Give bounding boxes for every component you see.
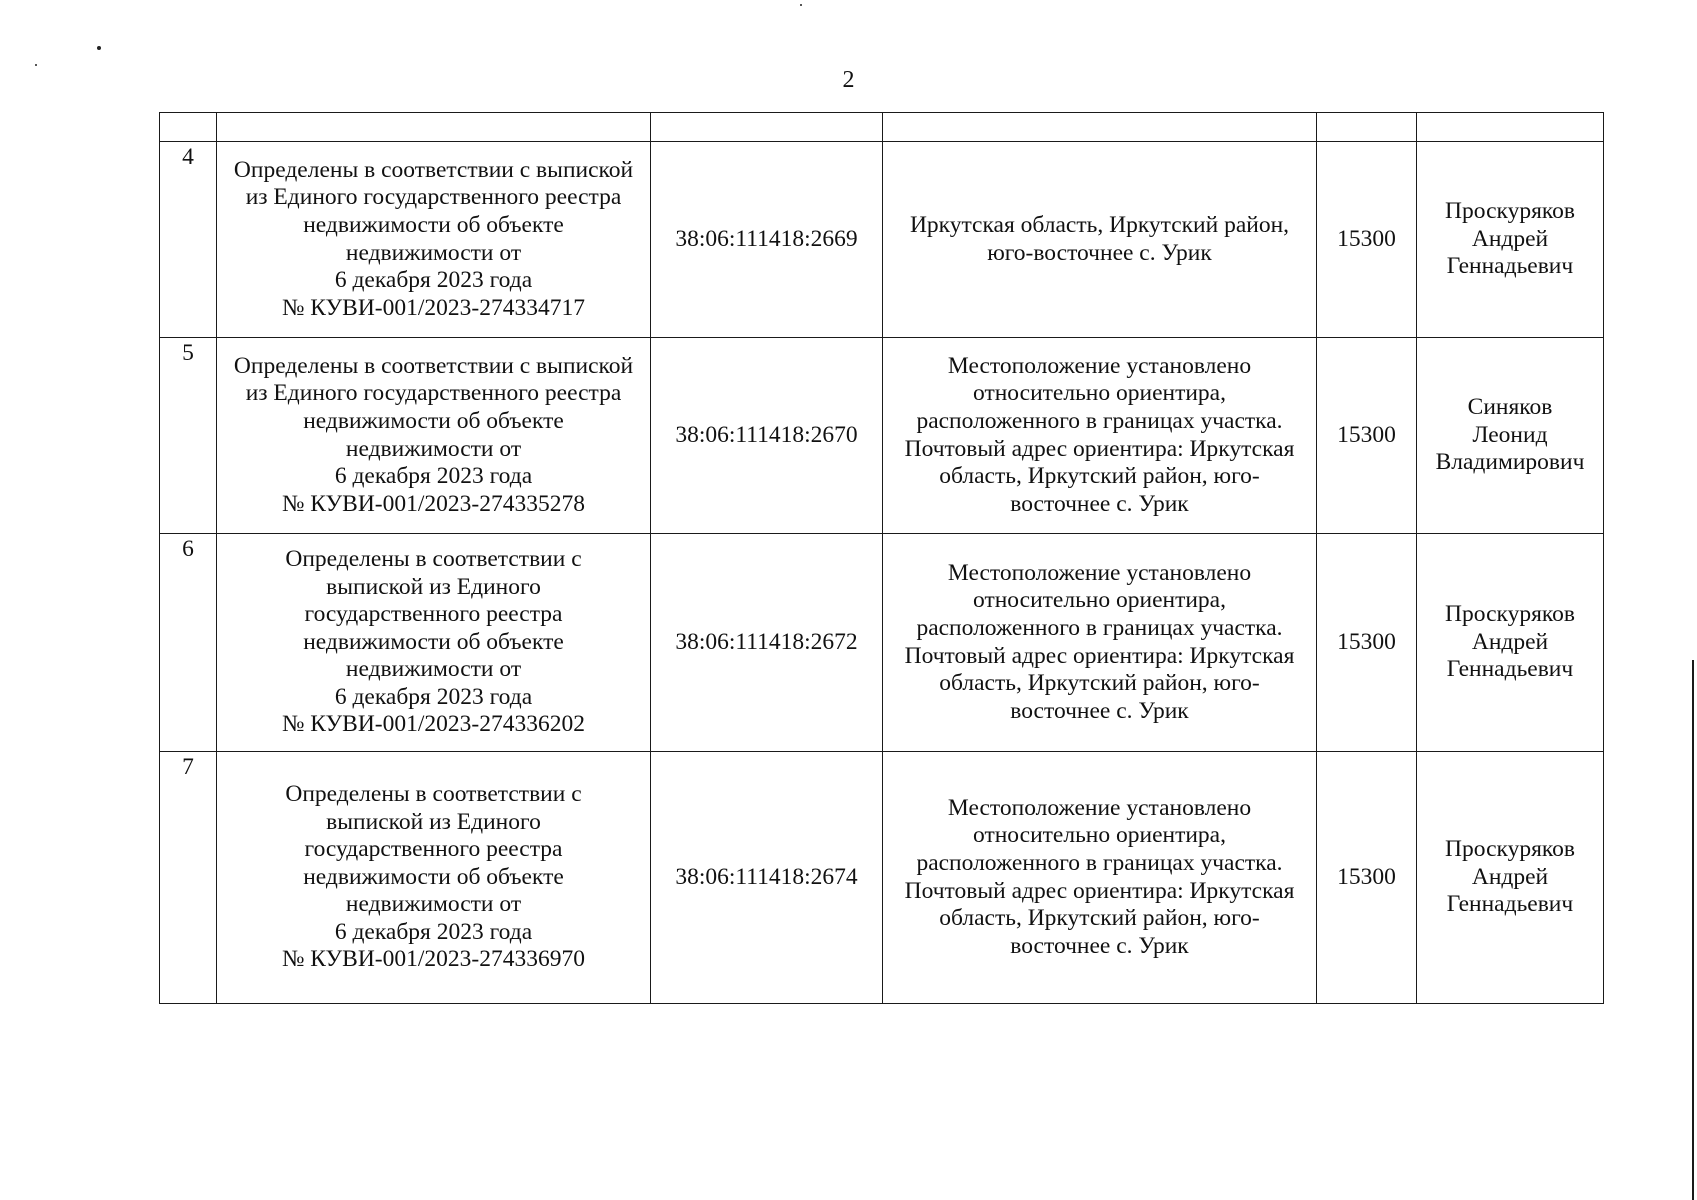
owner-line: Проскуряков [1445,601,1575,628]
basis-line: Определены в соответствии с [285,780,582,807]
location-cell [883,534,1317,752]
owner-line: Леонид [1472,421,1548,448]
area-cell: 15300 [1317,338,1417,534]
basis-line: из Единого государственного реестра [245,380,622,407]
table-cell [160,113,217,142]
basis-line: 6 декабря 2023 года [334,683,533,710]
area-cell: 15300 [1317,752,1417,1004]
owner-cell [1417,142,1604,338]
basis-line: недвижимости от [345,891,522,918]
owner-line: Андрей [1471,863,1549,890]
location-line: Местоположение установлено [947,352,1252,379]
basis-line: № КУВИ-001/2023-274336202 [282,711,585,738]
page-number: 2 [842,67,855,93]
basis-line: недвижимости об объекте [303,211,564,238]
owner-line: Геннадьевич [1446,656,1574,683]
owner-line: Владимирович [1435,449,1585,476]
table-row [160,534,1604,752]
basis-line: 6 декабря 2023 года [334,463,533,490]
basis-line: № КУВИ-001/2023-274334717 [282,294,585,321]
owner-cell [1417,534,1604,752]
owner-line: Андрей [1471,225,1549,252]
basis-cell [217,534,651,752]
row-number-cell: 4 [160,142,217,338]
row-number-cell: 5 [160,338,217,534]
location-line: Почтовый адрес ориентира: Иркутская [904,877,1295,904]
location-line: восточнее с. Урик [1010,490,1189,517]
owner-cell [1417,752,1604,1004]
table-cell [1317,113,1417,142]
basis-cell [217,338,651,534]
location-line: восточнее с. Урик [1010,697,1189,724]
row-number-cell: 7 [160,752,217,1004]
cadastral-number-cell: 38:06:111418:2669 [651,142,883,338]
location-line: расположенного в границах участка. [916,849,1283,876]
basis-line: недвижимости об объекте [303,628,564,655]
table-cell [651,113,883,142]
basis-cell [217,142,651,338]
basis-line: выпиской из Единого [326,808,541,835]
location-line: область, Иркутский район, юго- [939,905,1260,932]
basis-line: Определены в соответствии с выпиской [233,352,634,379]
location-cell [883,752,1317,1004]
location-line: юго-восточнее с. Урик [987,239,1212,266]
basis-line: государственного реестра [304,836,563,863]
basis-line: недвижимости об объекте [303,407,564,434]
basis-line: № КУВИ-001/2023-274335278 [282,490,585,517]
basis-line: недвижимости от [345,656,522,683]
location-line: Иркутская область, Иркутский район, [909,211,1290,238]
basis-line: выпиской из Единого [326,573,541,600]
location-line: Почтовый адрес ориентира: Иркутская [904,642,1295,669]
scan-edge-line [1692,660,1694,1200]
location-line: относительно ориентира, [973,587,1226,614]
table-row [160,338,1604,534]
basis-line: недвижимости об объекте [303,863,564,890]
location-line: Почтовый адрес ориентира: Иркутская [904,435,1295,462]
location-line: область, Иркутский район, юго- [939,463,1260,490]
basis-cell [217,752,651,1004]
owner-line: Проскуряков [1445,198,1575,225]
location-line: Местоположение установлено [947,559,1252,586]
owner-line: Андрей [1471,628,1549,655]
location-line: относительно ориентира, [973,822,1226,849]
basis-line: 6 декабря 2023 года [334,918,533,945]
scan-speck [800,4,802,6]
owner-cell [1417,338,1604,534]
location-line: расположенного в границах участка. [916,614,1283,641]
table-cell [883,113,1317,142]
table-row [160,752,1604,1004]
basis-line: Определены в соответствии с [285,545,582,572]
location-line: Местоположение установлено [947,794,1252,821]
owner-line: Проскуряков [1445,836,1575,863]
basis-line: из Единого государственного реестра [245,184,622,211]
owner-line: Геннадьевич [1446,891,1574,918]
land-plots-table [159,112,1604,1004]
basis-line: № КУВИ-001/2023-274336970 [282,946,585,973]
location-cell [883,338,1317,534]
owner-line: Синяков [1467,394,1553,421]
table-row [160,142,1604,338]
owner-line: Геннадьевич [1446,253,1574,280]
location-line: относительно ориентира, [973,380,1226,407]
table-cell [217,113,651,142]
location-line: восточнее с. Урик [1010,932,1189,959]
scan-speck [97,46,101,50]
location-cell [883,142,1317,338]
basis-line: недвижимости от [345,239,522,266]
location-line: область, Иркутский район, юго- [939,670,1260,697]
basis-line: Определены в соответствии с выпиской [233,156,634,183]
cadastral-number-cell: 38:06:111418:2670 [651,338,883,534]
table-cell [1417,113,1604,142]
area-cell: 15300 [1317,534,1417,752]
basis-line: недвижимости от [345,435,522,462]
basis-line: 6 декабря 2023 года [334,267,533,294]
location-line: расположенного в границах участка. [916,407,1283,434]
cadastral-number-cell: 38:06:111418:2674 [651,752,883,1004]
area-cell: 15300 [1317,142,1417,338]
cadastral-number-cell: 38:06:111418:2672 [651,534,883,752]
basis-line: государственного реестра [304,601,563,628]
table-blank-row [160,113,1604,142]
row-number-cell: 6 [160,534,217,752]
